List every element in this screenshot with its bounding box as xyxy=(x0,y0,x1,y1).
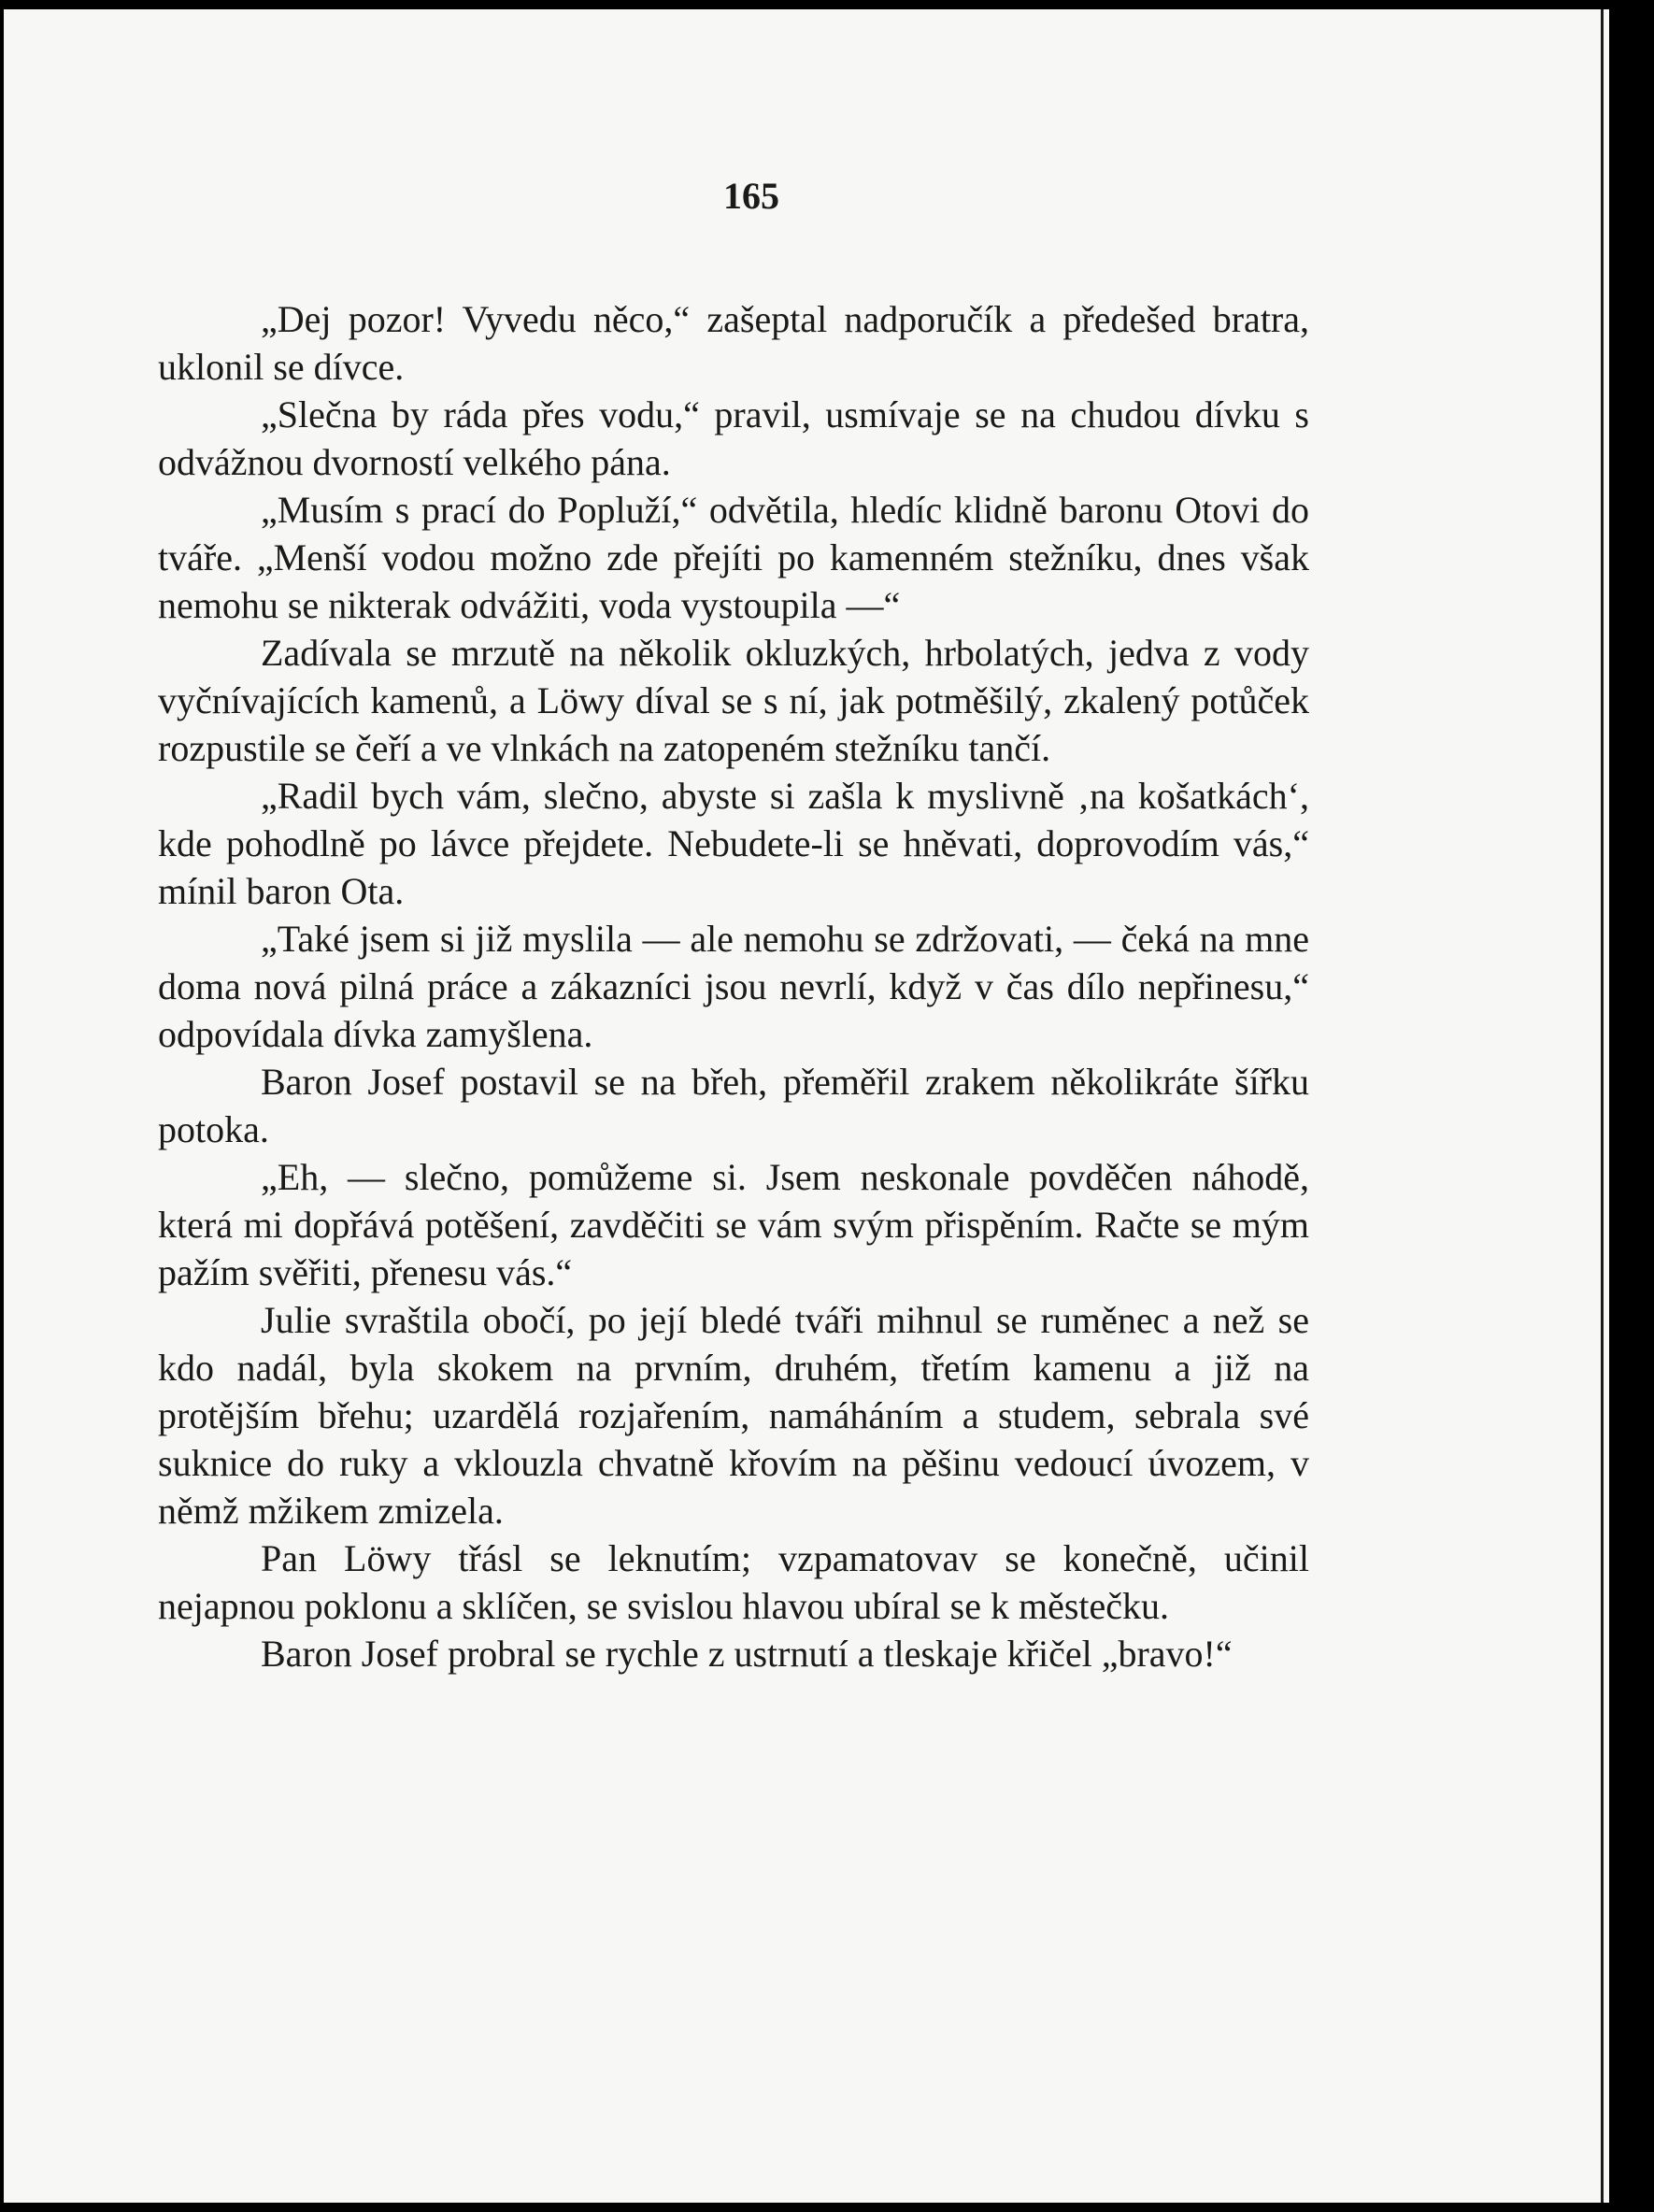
paragraph: „Radil bych vám, slečno, abyste si zašla k myslivně ‚na košatkách‘, kde pohodlně po lávce přejdete. Nebudete-li se hněvati, doprovodím vás,“ mínil baron Ota. xyxy=(158,775,1309,912)
page-edge-line xyxy=(1601,9,1604,2203)
paragraph: Baron Josef probral se rychle z ustrnutí a tleskaje křičel „bravo!“ xyxy=(261,1633,1233,1675)
book-page xyxy=(4,9,1609,2203)
paragraph: „Slečna by ráda přes vodu,“ pravil, usmívaje se na chudou dívku s odvážnou dvorností velkého pána. xyxy=(158,393,1309,483)
paragraph: „Dej pozor! Vyvedu něco,“ zašeptal nadporučík a předešed bratra, uklonil se dívce. xyxy=(158,298,1309,388)
paragraph: Pan Löwy třásl se leknutím; vzpamatovav se konečně, učinil nejapnou poklonu a sklíčen, se svislou hlavou ubíral se k městečku. xyxy=(158,1537,1309,1627)
page-number: 165 xyxy=(723,175,779,217)
paragraph: „Eh, — slečno, pomůžeme si. Jsem neskonale povděčen náhodě, která mi dopřává potěšení, zavděčiti se vám svým přispěním. Račte se mým pažím svěřiti, přenesu vás.“ xyxy=(158,1156,1309,1293)
paragraph: Zadívala se mrzutě na několik okluzkých, hrbolatých, jedva z vody vyčnívajících kamenů, a Löwy díval se s ní, jak potměšilý, zkalený potůček rozpustile se čeří a ve vlnkách na zatopeném stežníku tančí. xyxy=(158,632,1309,769)
paragraph: „Musím s prací do Popluží,“ odvětila, hledíc klidně baronu Otovi do tváře. „Menší vodou možno zde přejíti po kamenném stežníku, dnes však nemohu se nikterak odvážiti, voda vystoupila —“ xyxy=(158,489,1309,626)
body-text xyxy=(158,295,1309,1677)
paragraph: „Také jsem si již myslila — ale nemohu se zdržovati, — čeká na mne doma nová pilná práce a zákazníci jsou nevrlí, když v čas dílo nepřinesu,“ odpovídala dívka zamyšlena. xyxy=(158,918,1309,1055)
paragraph: Julie svraštila obočí, po její bledé tváři mihnul se ruměnec a než se kdo nadál, byla skokem na prvním, druhém, třetím kamenu a již na protějším břehu; uzardělá rozjařením, namáháním a studem, sebrala své suknice do ruky a vklouzla chvatně křovím na pěšinu vedoucí úvozem, v němž mžikem zmizela. xyxy=(158,1299,1309,1532)
paragraph: Baron Josef postavil se na břeh, přeměřil zrakem několikráte šířku potoka. xyxy=(158,1061,1309,1150)
